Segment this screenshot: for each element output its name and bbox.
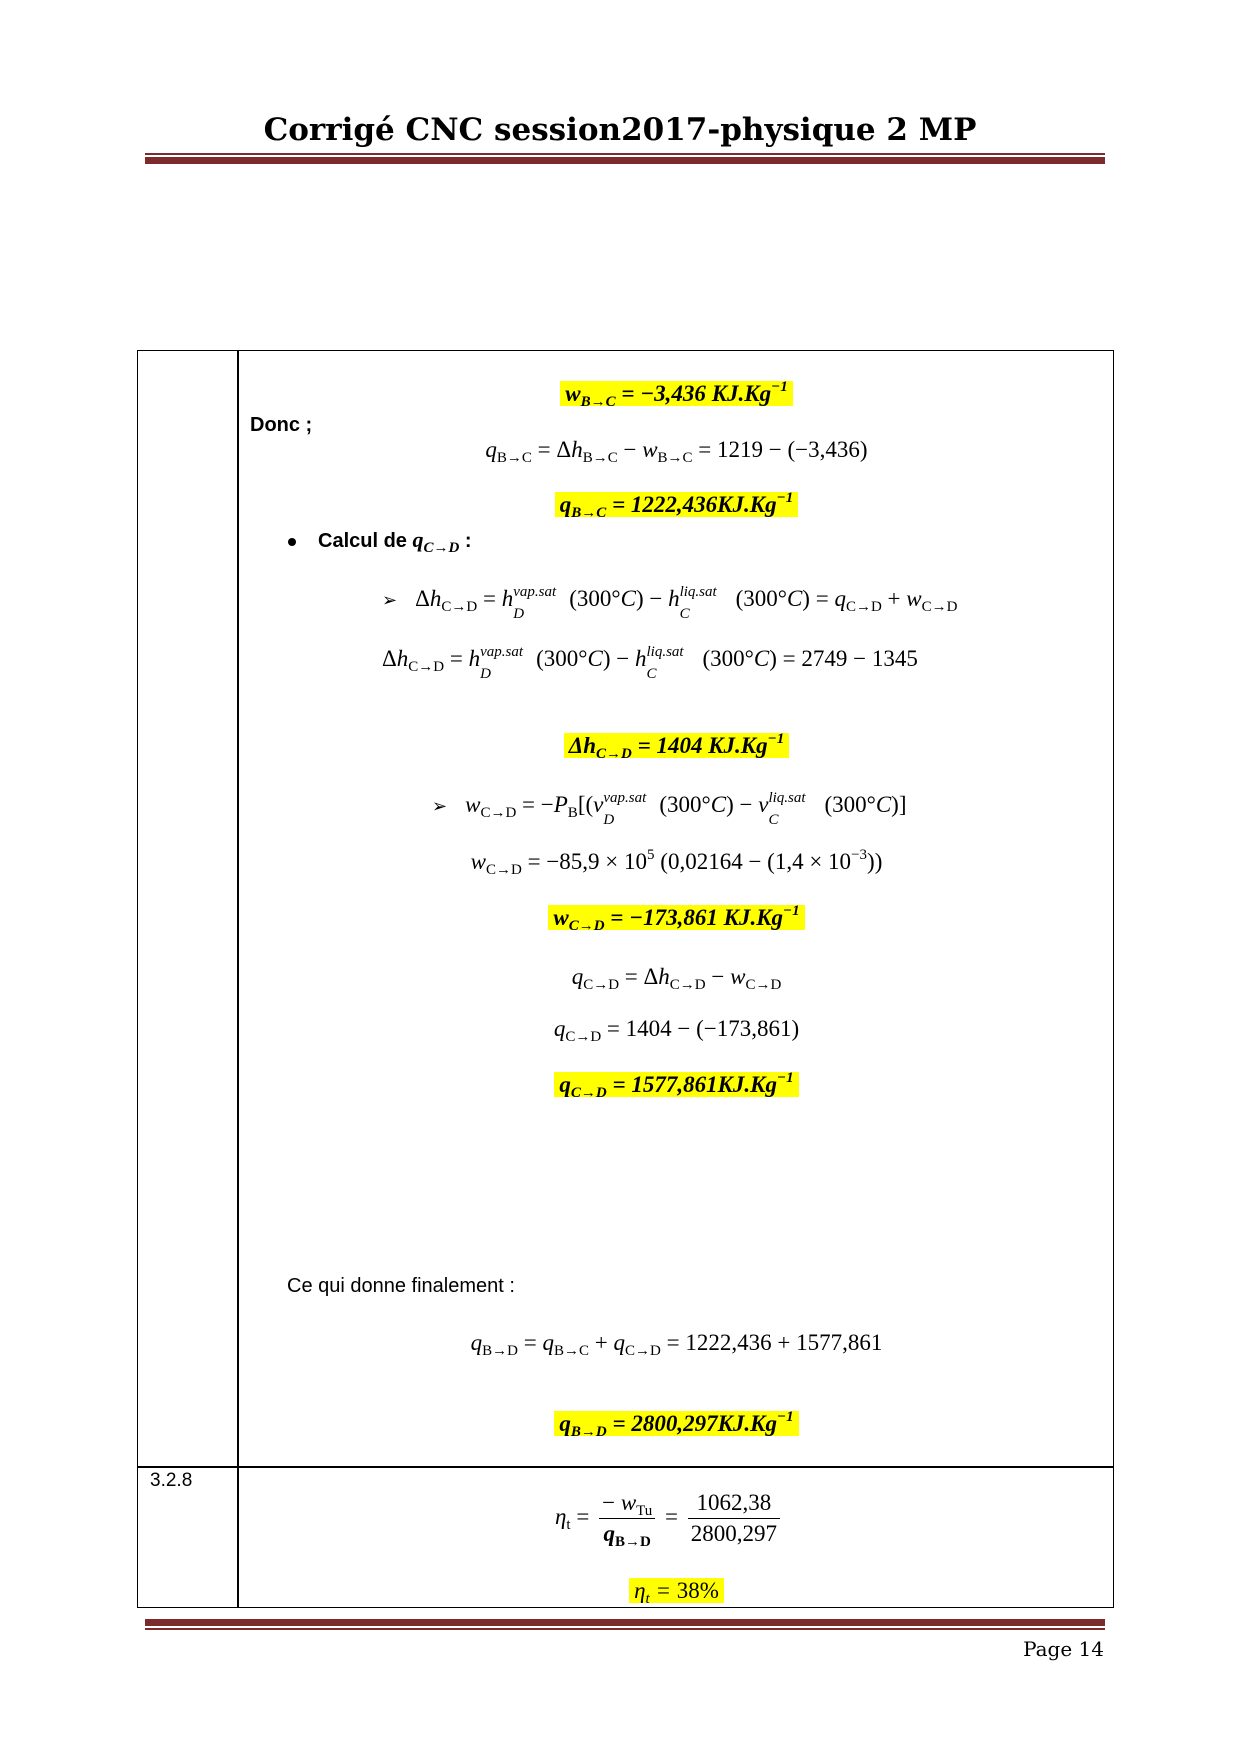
- equation-w-cd-1: ➢ $w_{C\to D} = -P_B[(v$ vap.sat D (300°C) − v liq.sat C (300°C)]: [432, 789, 907, 828]
- table-row-divider: [137, 1466, 1114, 1468]
- result-w-bc: $w_{B\to C} = -3,436$ $KJ.Kg^{-1}$: [240, 377, 1113, 411]
- header-rule: [145, 153, 1105, 165]
- equation-dh-cd-2: $\Delta h_{C\to D} = h$ vap.sat D (300°C) − h liq.sat C (300°C) = 2749 − 1345: [382, 643, 918, 682]
- equation-q-bd: $q_{B\to D} = q_{B\to C} + q_{C\to D} = 1222,436 + 1577,861$: [470, 1330, 883, 1359]
- page-number: Page 14: [1023, 1637, 1104, 1661]
- table-column-divider: [237, 350, 239, 1608]
- finalement-label: Ce qui donne finalement :: [287, 1275, 515, 1297]
- arrow-bullet-icon: ➢: [382, 590, 398, 611]
- bullet-calcul: Calcul de $q_{C\to D}$ :: [288, 523, 472, 558]
- fraction-efficiency-symbolic: $\frac{- w_{Tu}}{q_{B\to D}}$: [599, 1490, 655, 1547]
- result-q-bc: $q_{B\to C} = 1222,436KJ.Kg^{-1}$: [240, 488, 1113, 522]
- fraction-efficiency-numeric: $\frac{1062,38}{2800,297}$: [688, 1490, 780, 1547]
- page-title: Corrigé CNC session2017-physique 2 MP: [263, 112, 977, 148]
- equation-q-cd-1: $q_{C\to D} = \Delta h_{C\to D} - w_{C\to D}$: [571, 964, 782, 993]
- equation-q-cd-2: $q_{C\to D} = 1404 - (-173,861)$: [553, 1016, 800, 1045]
- equation-q-bc: $q_{B\to C} = \Delta h_{B\to C} - w_{B\to C} = 1219 - (-3,436)$: [485, 437, 868, 466]
- result-efficiency: $\eta_t = 38\%$: [240, 1574, 1113, 1608]
- bullet-icon: [288, 538, 296, 546]
- equation-dh-cd-1: ➢ $\Delta h_{C\to D} = h$ vap.sat D (300°C) − h liq.sat C $(300^\circ C) = q_{C\to D} + w_{C\to D}$: [382, 583, 958, 622]
- equation-efficiency: $\eta_t$ = $\frac{- w_{Tu}}{q_{B\to D}}$ = $\frac{1062,38}{2800,297}$: [555, 1490, 784, 1547]
- result-q-bd: $q_{B\to D} = 2800,297KJ.Kg^{-1}$: [240, 1407, 1113, 1441]
- section-number: 3.2.8: [150, 1470, 193, 1491]
- arrow-bullet-icon: ➢: [432, 796, 448, 817]
- result-dh-cd: $\Delta h_{C\to D} = 1404$ $KJ.Kg^{-1}$: [240, 729, 1113, 763]
- result-q-cd: $q_{C\to D} = 1577,861KJ.Kg^{-1}$: [240, 1068, 1113, 1102]
- donc-label: Donc ;: [250, 414, 313, 436]
- equation-w-cd-2: $w_{C\to D} = -85,9 \times 10^5$ $(0,02164 - (1,4 \times 10^{-3}))$: [470, 847, 883, 878]
- result-w-cd: $w_{C\to D} = -173,861$ $KJ.Kg^{-1}$: [240, 901, 1113, 935]
- footer-rule: [145, 1619, 1105, 1631]
